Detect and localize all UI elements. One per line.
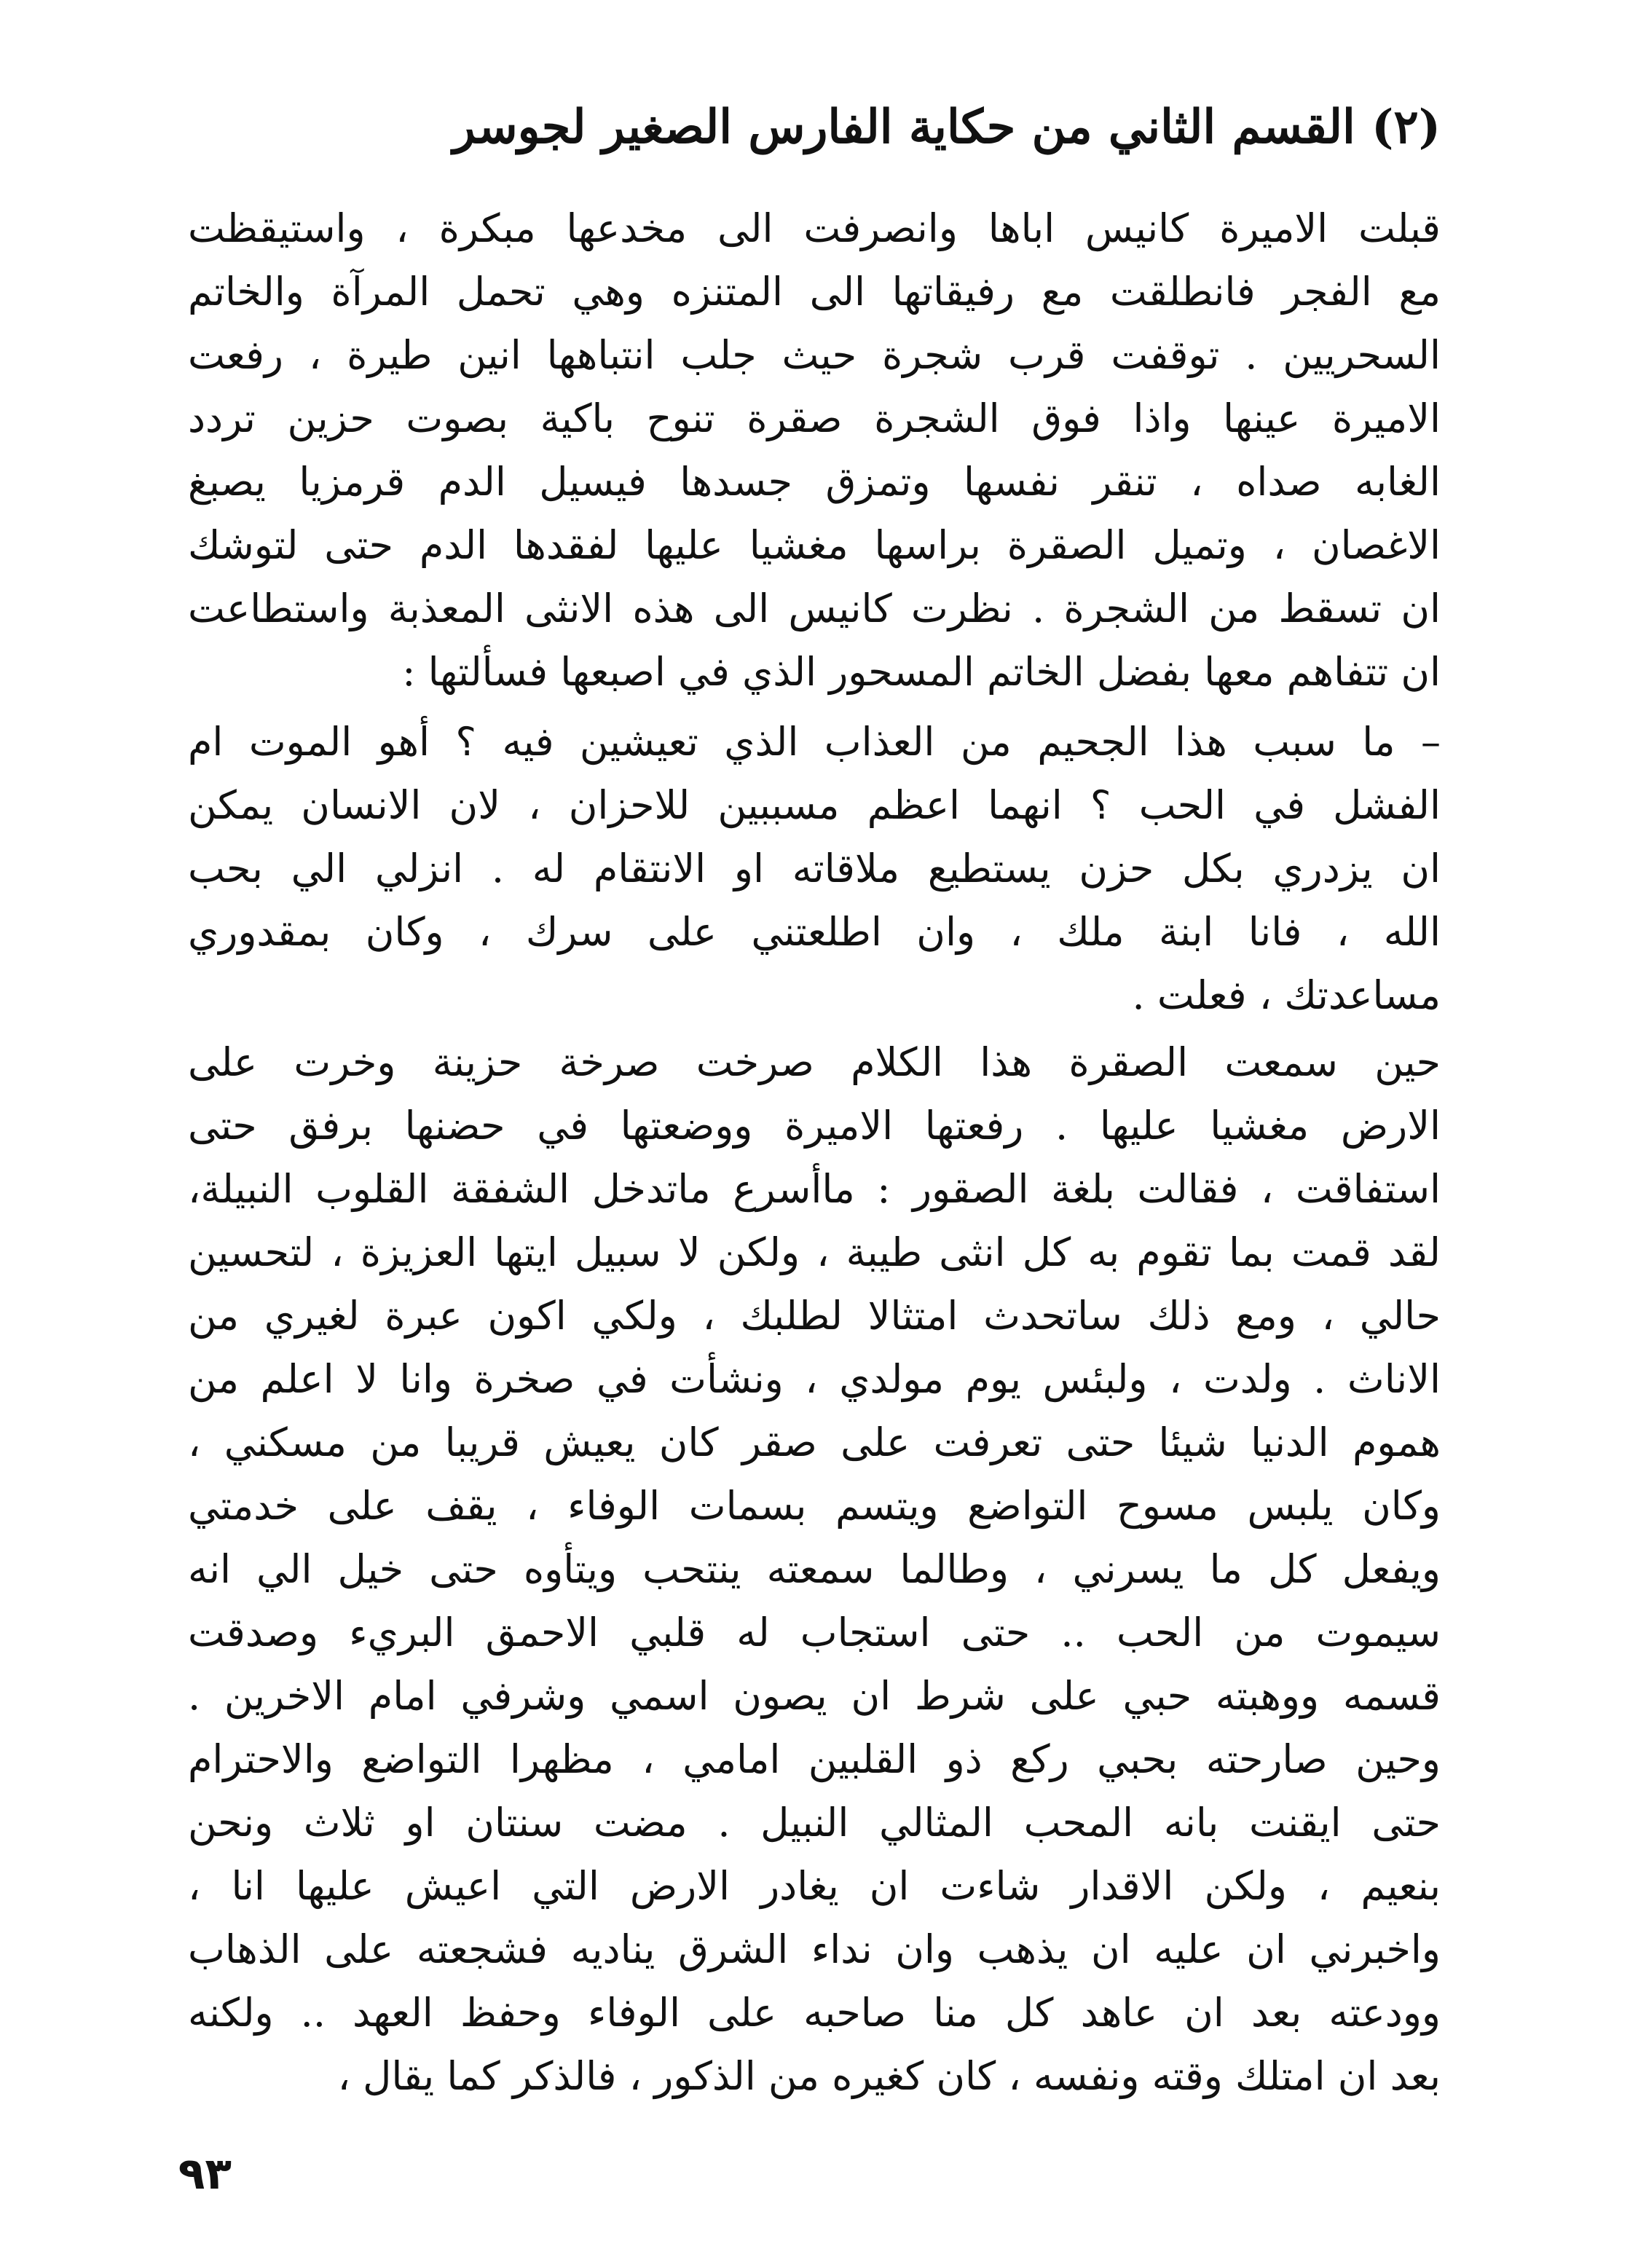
text-line: وحين صارحته بحبي ركع ذو القلبين امامي ، مظهرا التواضع والاحترام (188, 1736, 1441, 1782)
text-line: قسمه ووهبته حبي على شرط ان يصون اسمي وشرفي امام الاخرين . (188, 1673, 1441, 1719)
text-line: سيموت من الحب .. حتى استجاب له قلبي الاحمق البريء وصدقت (188, 1610, 1441, 1655)
text-line: لقد قمت بما تقوم به كل انثى طيبة ، ولكن لا سبيل ايتها العزيزة ، لتحسين (188, 1229, 1441, 1275)
text-line: وودعته بعد ان عاهد كل منا صاحبه على الوفاء وحفظ العهد .. ولكنه (188, 1990, 1441, 2036)
text-line: ان يزدري بكل حزن يستطيع ملاقاته او الانتقام له . انزلي الي بحب (188, 846, 1441, 891)
text-line: حالي ، ومع ذلك ساتحدث امتثالا لطلبك ، ولكي اكون عبرة لغيري من (188, 1293, 1441, 1339)
text-line: بعد ان امتلك وقته ونفسه ، كان كغيره من الذكور ، فالذكر كما يقال ، (337, 2053, 1441, 2099)
text-line: مساعدتك ، فعلت . (1132, 972, 1441, 1018)
text-line: واخبرني ان عليه ان يذهب وان نداء الشرق يناديه فشجعته على الذهاب (188, 1926, 1441, 1972)
text-line: ويفعل كل ما يسرني ، وطالما سمعته ينتحب ويتأوه حتى خيل الي انه (188, 1546, 1441, 1592)
chapter-title: (٢) القسم الثاني من حكاية الفارس الصغير لجوسر (452, 100, 1441, 154)
paragraph-dialogue (188, 710, 1441, 1027)
paragraph-intro (188, 197, 1441, 704)
page-number: ٩٣ (178, 2149, 232, 2200)
text-line: مع الفجر فانطلقت مع رفيقاتها الى المتنزه وهي تحمل المرآة والخاتم (188, 269, 1441, 315)
text-line: الاميرة عينها واذا فوق الشجرة صقرة تنوح باكية بصوت حزين تردد (188, 395, 1441, 441)
paragraph-falcon-story (188, 1031, 1441, 2108)
text-line: الاغصان ، وتميل الصقرة براسها مغشيا عليها لفقدها الدم حتى لتوشك (188, 522, 1441, 568)
text-line: حتى ايقنت بانه المحب المثالي النبيل . مضت سنتان او ثلاث ونحن (188, 1800, 1441, 1846)
text-line: الغابه صداه ، تنقر نفسها وتمزق جسدها فيسيل الدم قرمزيا يصبغ (188, 459, 1441, 505)
text-line: ان تتفاهم معها بفضل الخاتم المسحور الذي في اصبعها فسألتها : (402, 649, 1441, 695)
text-line: الارض مغشيا عليها . رفعتها الاميرة ووضعتها في حضنها برفق حتى (188, 1103, 1441, 1149)
text-line: حين سمعت الصقرة هذا الكلام صرخت صرخة حزينة وخرت على (188, 1039, 1441, 1085)
text-line: الله ، فانا ابنة ملك ، وان اطلعتني على سرك ، وكان بمقدوري (188, 909, 1441, 955)
text-line: قبلت الاميرة كانيس اباها وانصرفت الى مخدعها مبكرة ، واستيقظت (188, 205, 1441, 251)
text-line: هموم الدنيا شيئا حتى تعرفت على صقر كان يعيش قريبا من مسكني ، (188, 1420, 1441, 1465)
text-line: الفشل في الحب ؟ انهما اعظم مسببين للاحزان ، لان الانسان يمكن (188, 782, 1441, 828)
text-line: السحريين . توقفت قرب شجرة حيث جلب انتباهها انين طيرة ، رفعت (188, 332, 1441, 378)
text-line: – ما سبب هذا الجحيم من العذاب الذي تعيشين فيه ؟ أهو الموت ام (188, 719, 1441, 765)
text-line: استفاقت ، فقالت بلغة الصقور : ماأسرع ماتدخل الشفقة القلوب النبيلة، (188, 1166, 1441, 1212)
text-line: بنعيم ، ولكن الاقدار شاءت ان يغادر الارض التي اعيش عليها انا ، (188, 1863, 1441, 1909)
text-line: ان تسقط من الشجرة . نظرت كانيس الى هذه الانثى المعذبة واستطاعت (188, 586, 1441, 631)
text-line: الاناث . ولدت ، ولبئس يوم مولدي ، ونشأت في صخرة وانا لا اعلم من (188, 1356, 1441, 1402)
text-line: وكان يلبس مسوح التواضع ويتسم بسمات الوفاء ، يقف على خدمتي (188, 1483, 1441, 1529)
